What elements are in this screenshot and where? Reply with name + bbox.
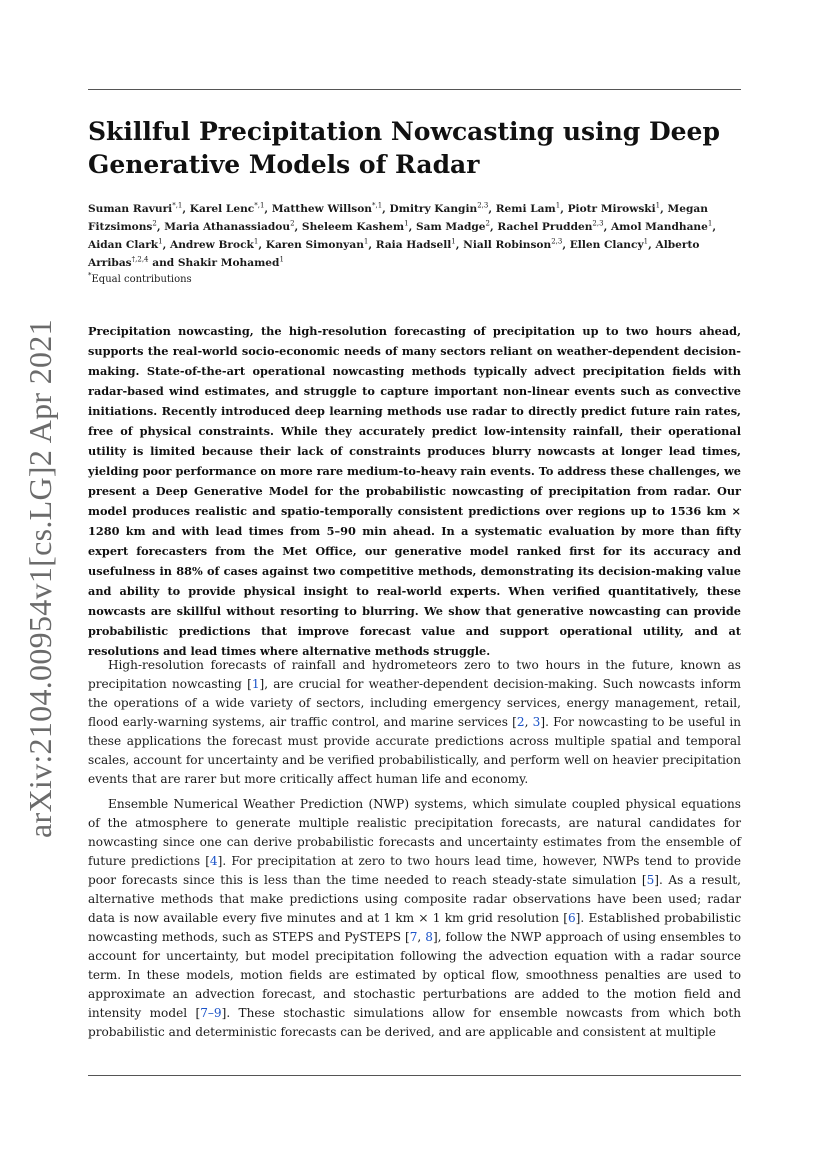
paper-title: Skillful Precipitation Nowcasting using Deep Generative Models of Radar xyxy=(88,117,720,179)
author-name: Matthew Willson xyxy=(271,203,372,215)
author-name: Megan Fitzsimons xyxy=(88,203,708,233)
author-affiliation: 1 xyxy=(404,219,409,228)
author xyxy=(302,221,409,233)
author-affiliation: *,1 xyxy=(371,201,383,210)
author-affiliation: *,1 xyxy=(254,201,265,210)
author-name: Alberto Arribas xyxy=(88,239,700,269)
arxiv-id: arXiv:2104.00954v1 xyxy=(22,566,58,838)
abstract: Precipitation nowcasting, the high-resolution forecasting of precipitation up to two hours ahead, supports the real-world socio-economic needs of many sectors reliant on weather-dependent decision-making. State-of-the-art operational nowcasting methods typically advect precipitation fields with radar-based wind estimates, and struggle to capture important non-linear events such as convective initiations. Recently introduced deep learning methods use radar to directly predict future rain rates, free of physical constraints. While they accurately predict low-intensity rainfall, their operational utility is limited because their lack of constraints produces blurry nowcasts at longer lead times, yielding poor performance on more rare medium-to-heavy rain events. To address these challenges, we present a Deep Generative Model for the probabilistic nowcasting of precipitation from radar. Our model produces realistic and spatio-temporally consistent predictions over regions up to 1536 km × 1280 km and with lead times from 5–90 min ahead. In a systematic evaluation by more than fifty expert forecasters from the Met Office, our generative model ranked first for its accuracy and usefulness in 88% of cases against two competitive methods, demonstrating its decision-making value and ability to provide physical insight to real-world experts. When verified quantitatively, these nowcasts are skillful without resorting to blurring. We show that generative nowcasting can provide probabilistic predictions that improve forecast value and support operational utility, and at resolutions and lead times where alternative methods struggle. xyxy=(88,324,741,658)
author-affiliation: 1 xyxy=(707,219,713,228)
paragraph-text: ]. As a result, alternative methods that make predictions using composite radar observations have been used; radar data is now available every five minutes and at 1 km × 1 km grid resolution [ xyxy=(88,873,741,925)
citation-link[interactable]: 5 xyxy=(646,873,655,887)
author-name: Karen Simonyan xyxy=(265,239,364,251)
author-name: Dmitry Kangin xyxy=(389,203,478,215)
author-affiliation: 1 xyxy=(253,237,259,246)
author-name: Ellen Clancy xyxy=(569,239,644,251)
author xyxy=(611,221,712,233)
author-name: Raia Hadsell xyxy=(375,239,452,251)
author-name: Shakir Mohamed xyxy=(177,257,280,269)
author-name: Aidan Clark xyxy=(88,239,159,251)
citation-link[interactable]: 2 xyxy=(516,715,525,729)
author-name: Karel Lenc xyxy=(189,203,255,215)
author xyxy=(178,257,284,269)
author-affiliation: †,2,4 xyxy=(131,255,149,264)
citation-link[interactable]: 6 xyxy=(567,911,576,925)
author-name: Sam Madge xyxy=(415,221,486,233)
paragraph-text: ]. Established probabilistic nowcasting methods, such as STEPS and PySTEPS [ xyxy=(88,911,741,944)
author-affiliation: 2 xyxy=(485,219,490,228)
footnote-mark: * xyxy=(88,271,92,280)
body-paragraph xyxy=(88,795,741,1042)
author xyxy=(390,203,489,215)
author-affiliation: 2 xyxy=(152,219,157,228)
author-affiliation: 1 xyxy=(279,255,284,264)
paragraph-text: ], are crucial for weather-dependent decision-making. Such nowcasts inform the operations of a wide variety of sectors, including emergency services, energy management, retail, flood early-warning systems, air traffic control, and marine services [ xyxy=(88,677,742,729)
author xyxy=(88,239,163,251)
body-paragraph xyxy=(88,656,741,789)
author-name: Amol Mandhane xyxy=(610,221,708,233)
author-name: Andrew Brock xyxy=(170,239,254,251)
author-name: Niall Robinson xyxy=(463,239,552,251)
arxiv-category: [cs.LG] xyxy=(22,466,58,567)
author-list: Suman Ravuri$^{*,1}$, Karel Lenc$^{*,1}$, Matthew Willson$^{*,1}$, Dmitry Kangin$^{2,3}$, Remi Lam$^1$, Piotr Mirowski$^1$, Megan Fitzsimons$^2$, Maria Athanassiadou$^2$, Sheleem Kashem$^1$, Sam Madge$^2$, Rachel Prudden$^{2,3}$, Amol Mandhane$^1$, Aidan Clark$^1$, Andrew Brock$^1$, Karen Simonyan$^1$, Raia Hadsell$^1$, Niall Robinson$^{2,3}$, Ellen Clancy$^1$, Alberto Arribas$^{\dagger,2,4}$ and Shakir Mohamed$^1$ xyxy=(88,201,717,269)
author xyxy=(570,239,648,251)
author-affiliation: 2,3 xyxy=(592,219,604,228)
paragraph-text: , xyxy=(524,715,533,729)
paragraph-text: ]. For precipitation at zero to two hours lead time, however, NWPs tend to provide poor forecasts since this is less than the time needed to reach steady-state simulation [ xyxy=(88,854,741,887)
author xyxy=(170,239,258,251)
author-name: Suman Ravuri xyxy=(88,203,173,215)
author-name: Rachel Prudden xyxy=(497,221,593,233)
footnote-text: Equal contributions xyxy=(91,274,192,285)
equal-contribution-footnote xyxy=(88,273,741,287)
paragraph-text: , xyxy=(417,930,426,944)
author-affiliation: 1 xyxy=(555,201,561,210)
header-rule xyxy=(88,89,741,90)
paragraph-text: Ensemble Numerical Weather Prediction (NWP) systems, which simulate coupled physical equations of the atmosphere to generate multiple realistic precipitation forecasts, are natural candidates for nowcasting since one can derive probabilistic forecasts and uncertainty estimates from the ensemble of future predictions [ xyxy=(88,797,741,868)
author-affiliation: 1 xyxy=(643,237,649,246)
paragraph-text: ]. For nowcasting to be useful in these applications the forecast must provide accurate predictions across multiple spatial and temporal scales, account for uncertainty and be verified probabilistically, and perform well on heavier precipitation events that are rarer but more critically affect human life and economy. xyxy=(88,715,741,786)
author-affiliation: 1 xyxy=(451,237,456,246)
author-affiliation: 2,3 xyxy=(551,237,563,246)
author-name: Remi Lam xyxy=(495,203,556,215)
author xyxy=(497,221,603,233)
author xyxy=(568,203,661,215)
author-affiliation: 1 xyxy=(655,201,661,210)
author-name: Piotr Mirowski xyxy=(567,203,656,215)
author-affiliation: 1 xyxy=(363,237,369,246)
author xyxy=(272,203,382,215)
author-affiliation: 2 xyxy=(290,219,295,228)
author-affiliation: 2,3 xyxy=(477,201,489,210)
author-affiliation: *,1 xyxy=(172,201,183,210)
author-affiliation: 1 xyxy=(158,237,163,246)
citation-link[interactable]: 8 xyxy=(425,930,433,944)
author xyxy=(190,203,265,215)
author xyxy=(376,239,456,251)
author xyxy=(416,221,490,233)
author xyxy=(164,221,294,233)
arxiv-date: 2 Apr 2021 xyxy=(22,319,58,467)
author xyxy=(88,203,182,215)
citation-link[interactable]: 1 xyxy=(251,677,260,691)
arxiv-sidebar-stamp xyxy=(22,319,59,838)
author xyxy=(266,239,369,251)
author xyxy=(463,239,562,251)
citation-link[interactable]: 4 xyxy=(209,854,218,868)
paragraph-text: High-resolution forecasts of rainfall and hydrometeors zero to two hours in the future, known as precipitation nowcasting [ xyxy=(88,658,741,691)
author xyxy=(496,203,560,215)
footer-rule xyxy=(88,1075,741,1076)
paragraph-text: ], follow the NWP approach of using ensembles to account for uncertainty, but model precipitation following the advection equation with a radar source term. In these models, motion fields are estimated by optical flow, smoothness penalties are used to approximate an advection forecast, and stochastic perturbations are added to the motion field and intensity model [ xyxy=(88,930,741,1020)
paragraph-text: ]. These stochastic simulations allow for ensemble nowcasts from which both probabilistic and deterministic forecasts can be derived, and are applicable and consistent at multiple xyxy=(88,1006,741,1039)
citation-link[interactable]: 7–9 xyxy=(200,1006,222,1020)
author-name: Sheleem Kashem xyxy=(301,221,405,233)
author-name: Maria Athanassiadou xyxy=(164,221,291,233)
citation-link[interactable]: 7 xyxy=(409,930,418,944)
citation-link[interactable]: 3 xyxy=(532,715,541,729)
